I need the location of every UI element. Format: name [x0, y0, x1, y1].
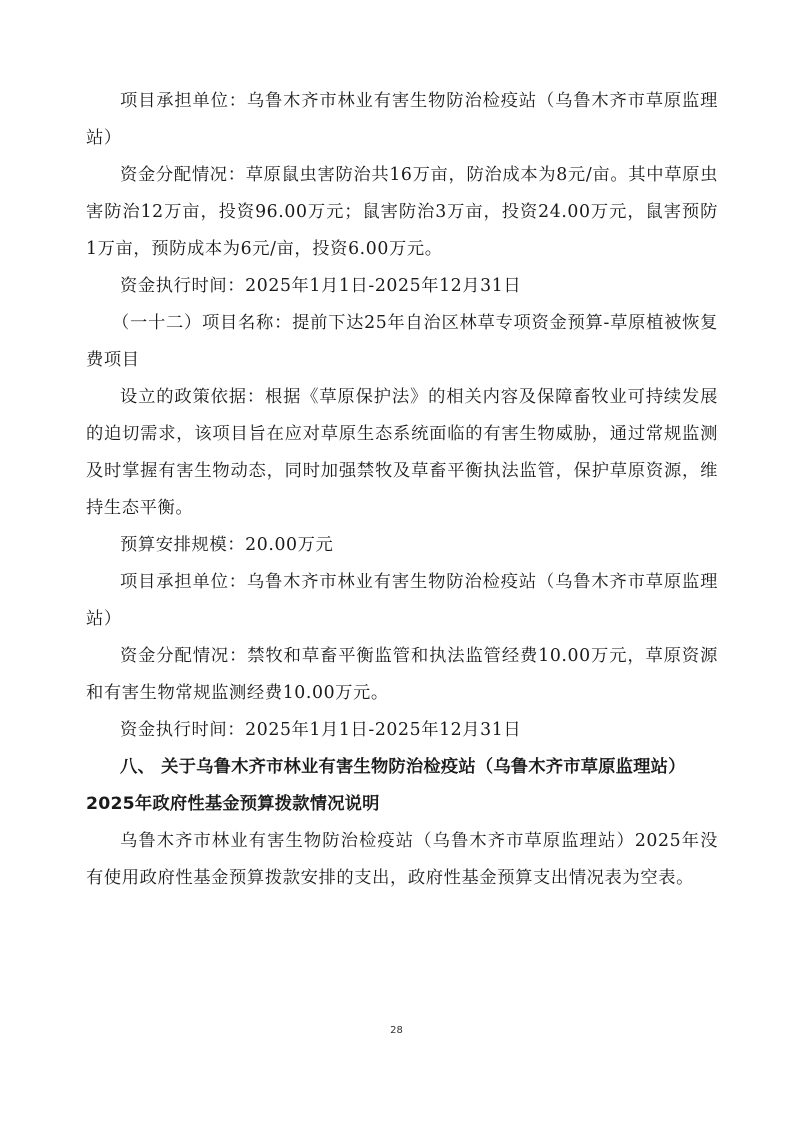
section-heading: 八、 关于乌鲁木齐市林业有害生物防治检疫站（乌鲁木齐市草原监理站）2025年政府性基金预算拨款情况说明 — [86, 757, 686, 814]
project-unit-paragraph-2: 项目承担单位：乌鲁木齐市林业有害生物防治检疫站（乌鲁木齐市草原监理站） — [86, 572, 718, 629]
budget-scale-paragraph: 预算安排规模：20.00万元 — [120, 535, 334, 555]
execution-time-paragraph: 资金执行时间：2025年1月1日-2025年12月31日 — [120, 276, 522, 296]
page-number: 28 — [390, 1025, 403, 1036]
execution-time-paragraph-2: 资金执行时间：2025年1月1日-2025年12月31日 — [120, 720, 522, 740]
section-body-paragraph: 乌鲁木齐市林业有害生物防治检疫站（乌鲁木齐市草原监理站）2025年没有使用政府性基金预算拨款安排的支出，政府性基金预算支出情况表为空表。 — [86, 831, 718, 888]
fund-allocation-paragraph: 资金分配情况：草原鼠虫害防治共16万亩，防治成本为8元/亩。其中草原虫害防治12万亩，投资96.00万元；鼠害防治3万亩，投资24.00万元，鼠害预防1万亩，预防成本为6元/亩，投资6.00万元。 — [86, 165, 718, 259]
project-name-paragraph: （一十二）项目名称：提前下达25年自治区林草专项资金预算-草原植被恢复费项目 — [86, 313, 718, 370]
project-unit-paragraph: 项目承担单位：乌鲁木齐市林业有害生物防治检疫站（乌鲁木齐市草原监理站） — [86, 91, 718, 148]
fund-allocation-paragraph-2: 资金分配情况：禁牧和草畜平衡监管和执法监管经费10.00万元，草原资源和有害生物常规监测经费10.00万元。 — [86, 646, 718, 703]
policy-basis-paragraph: 设立的政策依据：根据《草原保护法》的相关内容及保障畜牧业可持续发展的迫切需求，该项目旨在应对草原生态系统面临的有害生物威胁，通过常规监测及时掌握有害生物动态，同时加强禁牧及草畜平衡执法监管，保护草原资源，维持生态平衡。 — [86, 387, 718, 518]
